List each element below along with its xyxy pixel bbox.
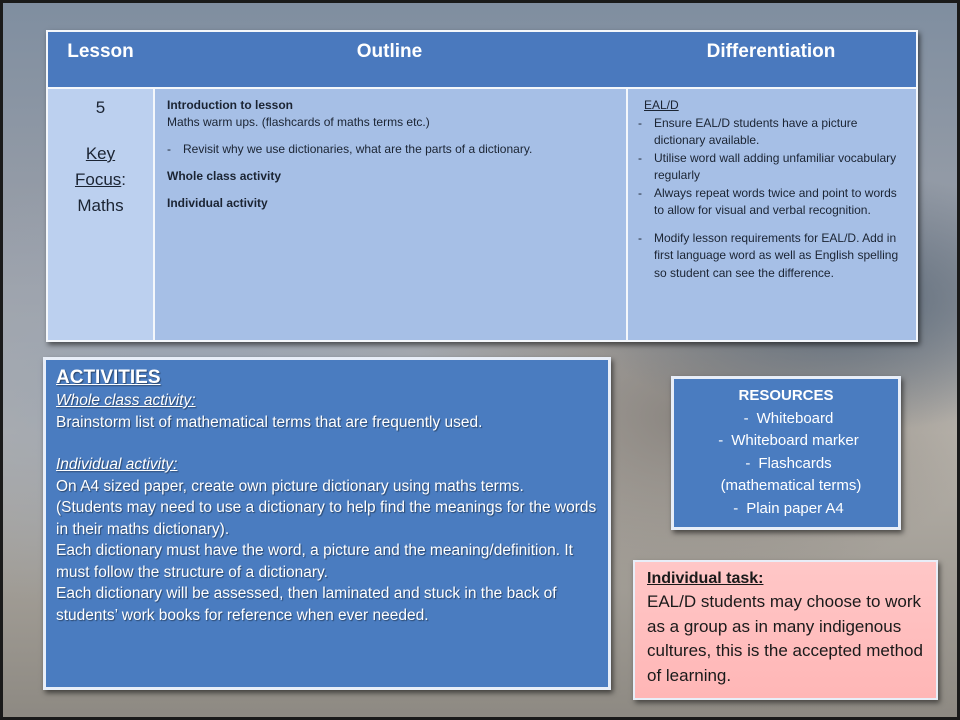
eal-title [638, 97, 906, 115]
resource-item [674, 430, 898, 453]
header-lesson: Lesson [67, 41, 134, 62]
individual-text-3: Each dictionary must have the word, a picture and the meaning/definition. It must follow the structure of a dictionary. [56, 542, 573, 581]
diff-dash: - [638, 150, 642, 165]
focus-subject: Maths [77, 196, 124, 215]
resource-item [674, 408, 898, 431]
lesson-number: 5 [95, 98, 106, 117]
resource-text: Whiteboard [756, 409, 834, 427]
resource-item [674, 453, 898, 476]
lesson-cell [48, 89, 153, 340]
bullet-text: Revisit why we use dictionaries, what are the parts of a dictionary. [183, 142, 533, 156]
whole-class-label: Whole class activity [167, 169, 282, 183]
diff-item [638, 230, 906, 283]
diff-item [638, 115, 906, 150]
task-title: Individual task: [647, 570, 764, 587]
task-text: EAL/D students may choose to work as a group as in many indigenous cultures, this is the accepted method of learning. [647, 592, 923, 685]
outline-cell [153, 89, 626, 340]
header-differentiation: Differentiation [706, 41, 836, 62]
whole-class-text: Brainstorm list of mathematical terms that are frequently used. [56, 413, 483, 431]
resource-dash: - [733, 499, 739, 517]
diff-item [638, 150, 906, 185]
resource-item [674, 498, 898, 521]
diff-dash: - [638, 185, 642, 200]
differentiation-cell [626, 89, 916, 340]
resource-text: Plain paper A4 [746, 499, 844, 517]
focus-word: Focus [74, 170, 122, 189]
flashcards-sub: (mathematical terms) [720, 477, 862, 494]
activities-box [43, 357, 611, 690]
table-header-row [48, 32, 916, 89]
bullet-dash: - [167, 142, 171, 156]
lesson-plan-table [46, 30, 918, 342]
individual-heading: Individual activity: [56, 456, 178, 473]
individual-text-4: Each dictionary will be assessed, then laminated and stuck in the back of students’ work books for reference when ever needed. [56, 585, 557, 624]
diff-item-text: Ensure EAL/D students have a picture dictionary available. [654, 115, 858, 147]
eal-title-text: EAL/D [644, 98, 679, 112]
individual-label: Individual activity [167, 196, 268, 210]
key-focus-label [48, 141, 153, 219]
resource-text: Whiteboard marker [731, 432, 859, 449]
diff-dash: - [638, 115, 642, 130]
resources-box [671, 376, 901, 530]
individual-text-1: On A4 sized paper, create own picture dictionary using maths terms. [56, 477, 524, 495]
outline-bullet [167, 141, 614, 158]
intro-heading: Introduction to lesson [167, 98, 293, 112]
diff-dash: - [638, 230, 642, 245]
focus-colon: : [121, 170, 127, 189]
key-word: Key [85, 144, 116, 163]
resources-title: RESOURCES [738, 387, 834, 404]
individual-text-2: (Students may need to use a dictionary to help find the meanings for the words in their maths dictionary). [56, 499, 597, 538]
diff-item-text: Always repeat words twice and point to words to allow for visual and verbal recognition. [654, 185, 897, 217]
resource-text: Flashcards [758, 454, 832, 472]
resource-dash: - [745, 454, 751, 472]
diff-item-text: Modify lesson requirements for EAL/D. Add in first language word as well as English spelling so student can see the difference. [654, 230, 899, 280]
whole-class-heading: Whole class activity: [56, 392, 196, 409]
activities-title: ACTIVITIES [56, 367, 161, 388]
resource-dash: - [743, 409, 749, 427]
diff-item-text: Utilise word wall adding unfamiliar vocabulary regularly [654, 150, 897, 182]
intro-text: Maths warm ups. (flashcards of maths terms etc.) [167, 115, 430, 129]
header-outline: Outline [356, 41, 423, 62]
resource-dash: - [718, 432, 724, 449]
individual-task-box [633, 560, 938, 700]
diff-item [638, 185, 906, 220]
